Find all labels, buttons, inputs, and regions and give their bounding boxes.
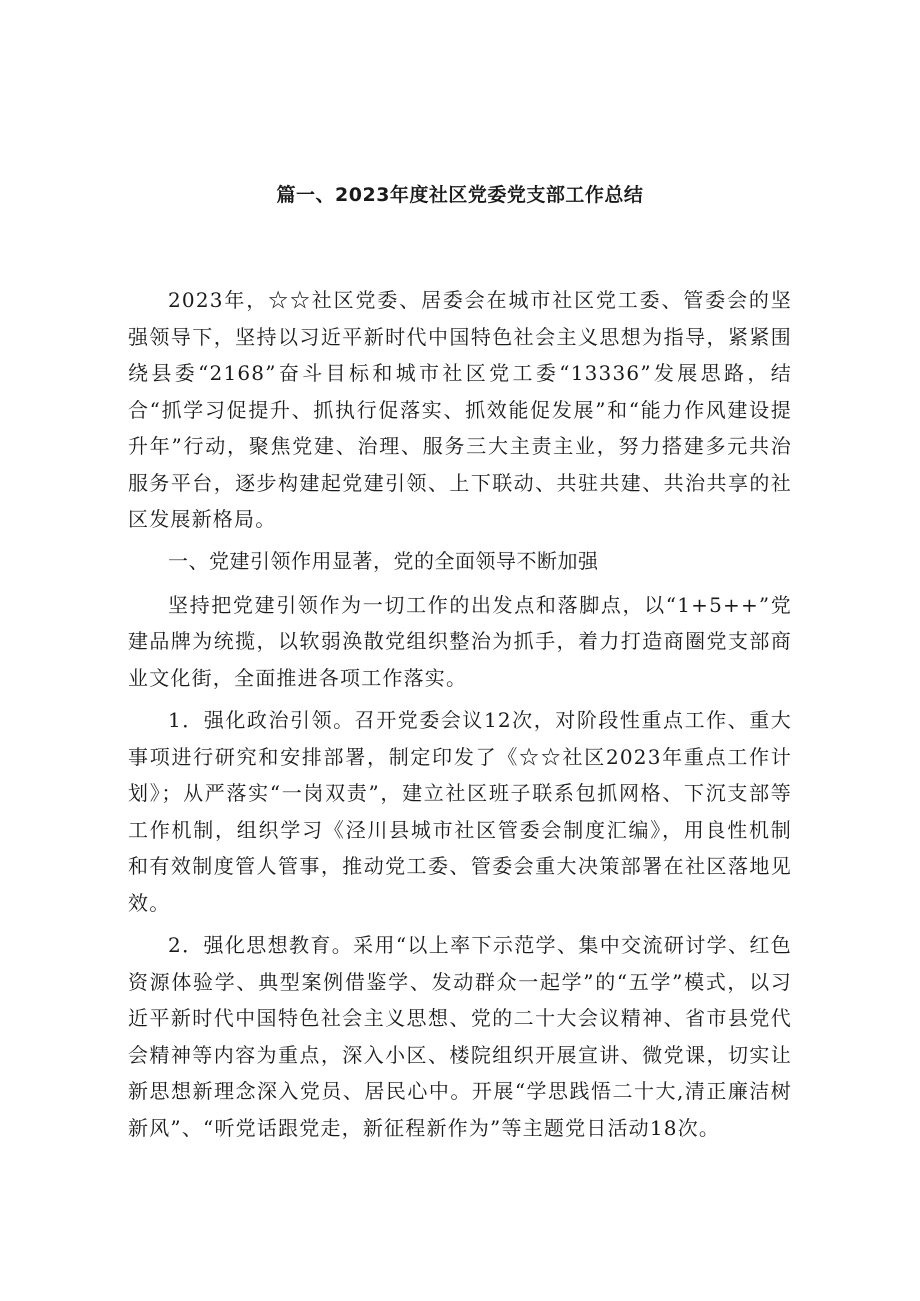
document-body bbox=[128, 282, 792, 1146]
item-paragraph-political-guidance: 1．强化政治引领。召开党委会议12次，对阶段性重点工作、重大事项进行研究和安排部署，制定印发了《☆☆社区2023年重点工作计划》；从严落实“一岗双责”，建立社区班子联系包抓网格、下沉支部等工作机制，组织学习《泾川县城市社区管委会制度汇编》，用良性机制和有效制度管人管事，推动党工委、管委会重大决策部署在社区落地见效。 bbox=[128, 708, 792, 915]
item-paragraph-ideological-education: 2．强化思想教育。采用“以上率下示范学、集中交流研讨学、红色资源体验学、典型案例借鉴学、发动群众一起学”的“五学”模式，以习近平新时代中国特色社会主义思想、党的二十大会议精神、省市县党代会精神等内容为重点，深入小区、楼院组织开展宣讲、微党课，切实让新思想新理念深入党员、居民心中。开展“学思践悟二十大,清正廉洁树新风”、“听党话跟党走，新征程新作为”等主题党日活动18次。 bbox=[128, 933, 792, 1140]
document-title: 篇一、2023年度社区党委党支部工作总结 bbox=[276, 184, 644, 206]
intro-paragraph: 2023年，☆☆社区党委、居委会在城市社区党工委、管委会的坚强领导下，坚持以习近平新时代中国特色社会主义思想为指导，紧紧围绕县委“2168”奋斗目标和城市社区党工委“13336”发展思路，结合“抓学习促提升、抓执行促落实、抓效能促发展”和“能力作风建设提升年”行动，聚焦党建、治理、服务三大主责主业，努力搭建多元共治服务平台，逐步构建起党建引领、上下联动、共驻共建、共治共享的社区发展新格局。 bbox=[128, 288, 792, 531]
section-lead-paragraph: 坚持把党建引领作为一切工作的出发点和落脚点，以“1+5++”党建品牌为统揽，以软弱涣散党组织整治为抓手，着力打造商圈党支部商业文化街，全面推进各项工作落实。 bbox=[128, 592, 792, 690]
section-heading: 一、党建引领作用显著，党的全面领导不断加强 bbox=[168, 548, 599, 573]
